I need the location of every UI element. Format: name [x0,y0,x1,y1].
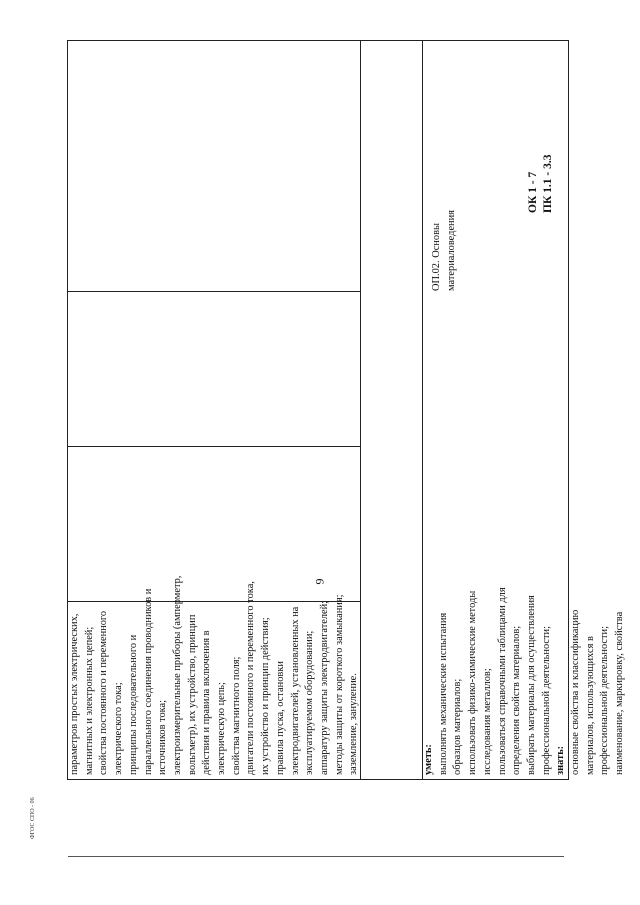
skill-line: основные свойства и классификацию [570,609,582,775]
knowledge-line: их устройство и принцип действия; [260,617,272,775]
skills-list [422,587,628,775]
skill-line: исследования металлов; [481,668,493,775]
skill-line: образцов материалов; [452,678,464,775]
table-row [422,41,626,781]
knowledge-line: электрического тока; [113,682,125,775]
knowledge-line: действия и правила включения в [201,630,213,775]
section-heading: знать: [555,745,567,775]
discipline-cell [430,210,459,291]
knowledge-line: электроизмерительные приборы (амперметр, [171,575,183,775]
curriculum-table [67,40,626,780]
skill-line: пользоваться справочными таблицами для [496,587,508,775]
hours-cell [68,291,360,446]
professional-competency-code: ПК 1.1 - 3.3 [541,154,554,213]
knowledge-line: свойства постоянного и переменного [98,610,110,775]
table-row [360,41,422,781]
skill-line: профессиональной деятельности; [599,625,611,775]
knowledge-line: электрическую цепь; [216,682,228,775]
empty-cell [68,41,360,291]
skill-line: определения свойств материалов; [511,625,523,775]
knowledge-line: методы защиты от короткого замыкания; [333,594,345,775]
knowledge-line: магнитных и электронных цепей; [83,626,95,775]
footer-code: ФГОС СПО - 06 [30,797,36,839]
knowledge-line: вольтметр), их устройство, принцип [186,614,198,775]
skill-line: профессиональной деятельности; [540,625,552,775]
knowledge-line: свойства магнитного поля; [230,656,242,775]
knowledge-cell [68,575,360,781]
competency-cell [526,155,555,214]
skill-line: наименование, маркировку, свойства [614,611,626,775]
knowledge-line: эксплуатируемом оборудовании; [304,630,316,775]
general-competency-code: ОК 1 - 7 [527,171,539,213]
rotated-table-content [68,41,626,781]
knowledge-line: параллельного соединения проводников и [142,588,154,775]
discipline-name-cont: материаловедения [445,210,457,291]
skill-line: выполнять механические испытания [437,612,449,775]
discipline-name: ОП.02. Основы [431,223,442,291]
hours-cell [68,446,360,601]
knowledge-line: источников тока; [157,699,169,775]
skill-line: использовать физико-химические методы [467,590,479,775]
knowledge-line: правила пуска, остановки [274,661,286,775]
knowledge-line: принципы последовательного и [127,634,139,775]
section-heading: уметь: [423,744,434,775]
page-number: 9 [312,578,327,585]
skills-cell [422,587,626,781]
knowledge-line: аппаратуру защиты электродвигателей; [318,600,330,775]
knowledge-line: заземление, зануление. [348,673,360,775]
knowledge-line: двигатели постоянного и переменного тока, [245,581,257,775]
footer-divider [68,856,564,857]
table-row [68,41,360,781]
knowledge-line: электродвигателей, установленных на [289,606,301,775]
skill-line: материалов, использующихся в [584,636,596,775]
knowledge-line: параметров простых электрических, [69,613,80,775]
knowledge-list [68,575,362,775]
skill-line: выбирать материалы для осуществления [525,595,537,775]
